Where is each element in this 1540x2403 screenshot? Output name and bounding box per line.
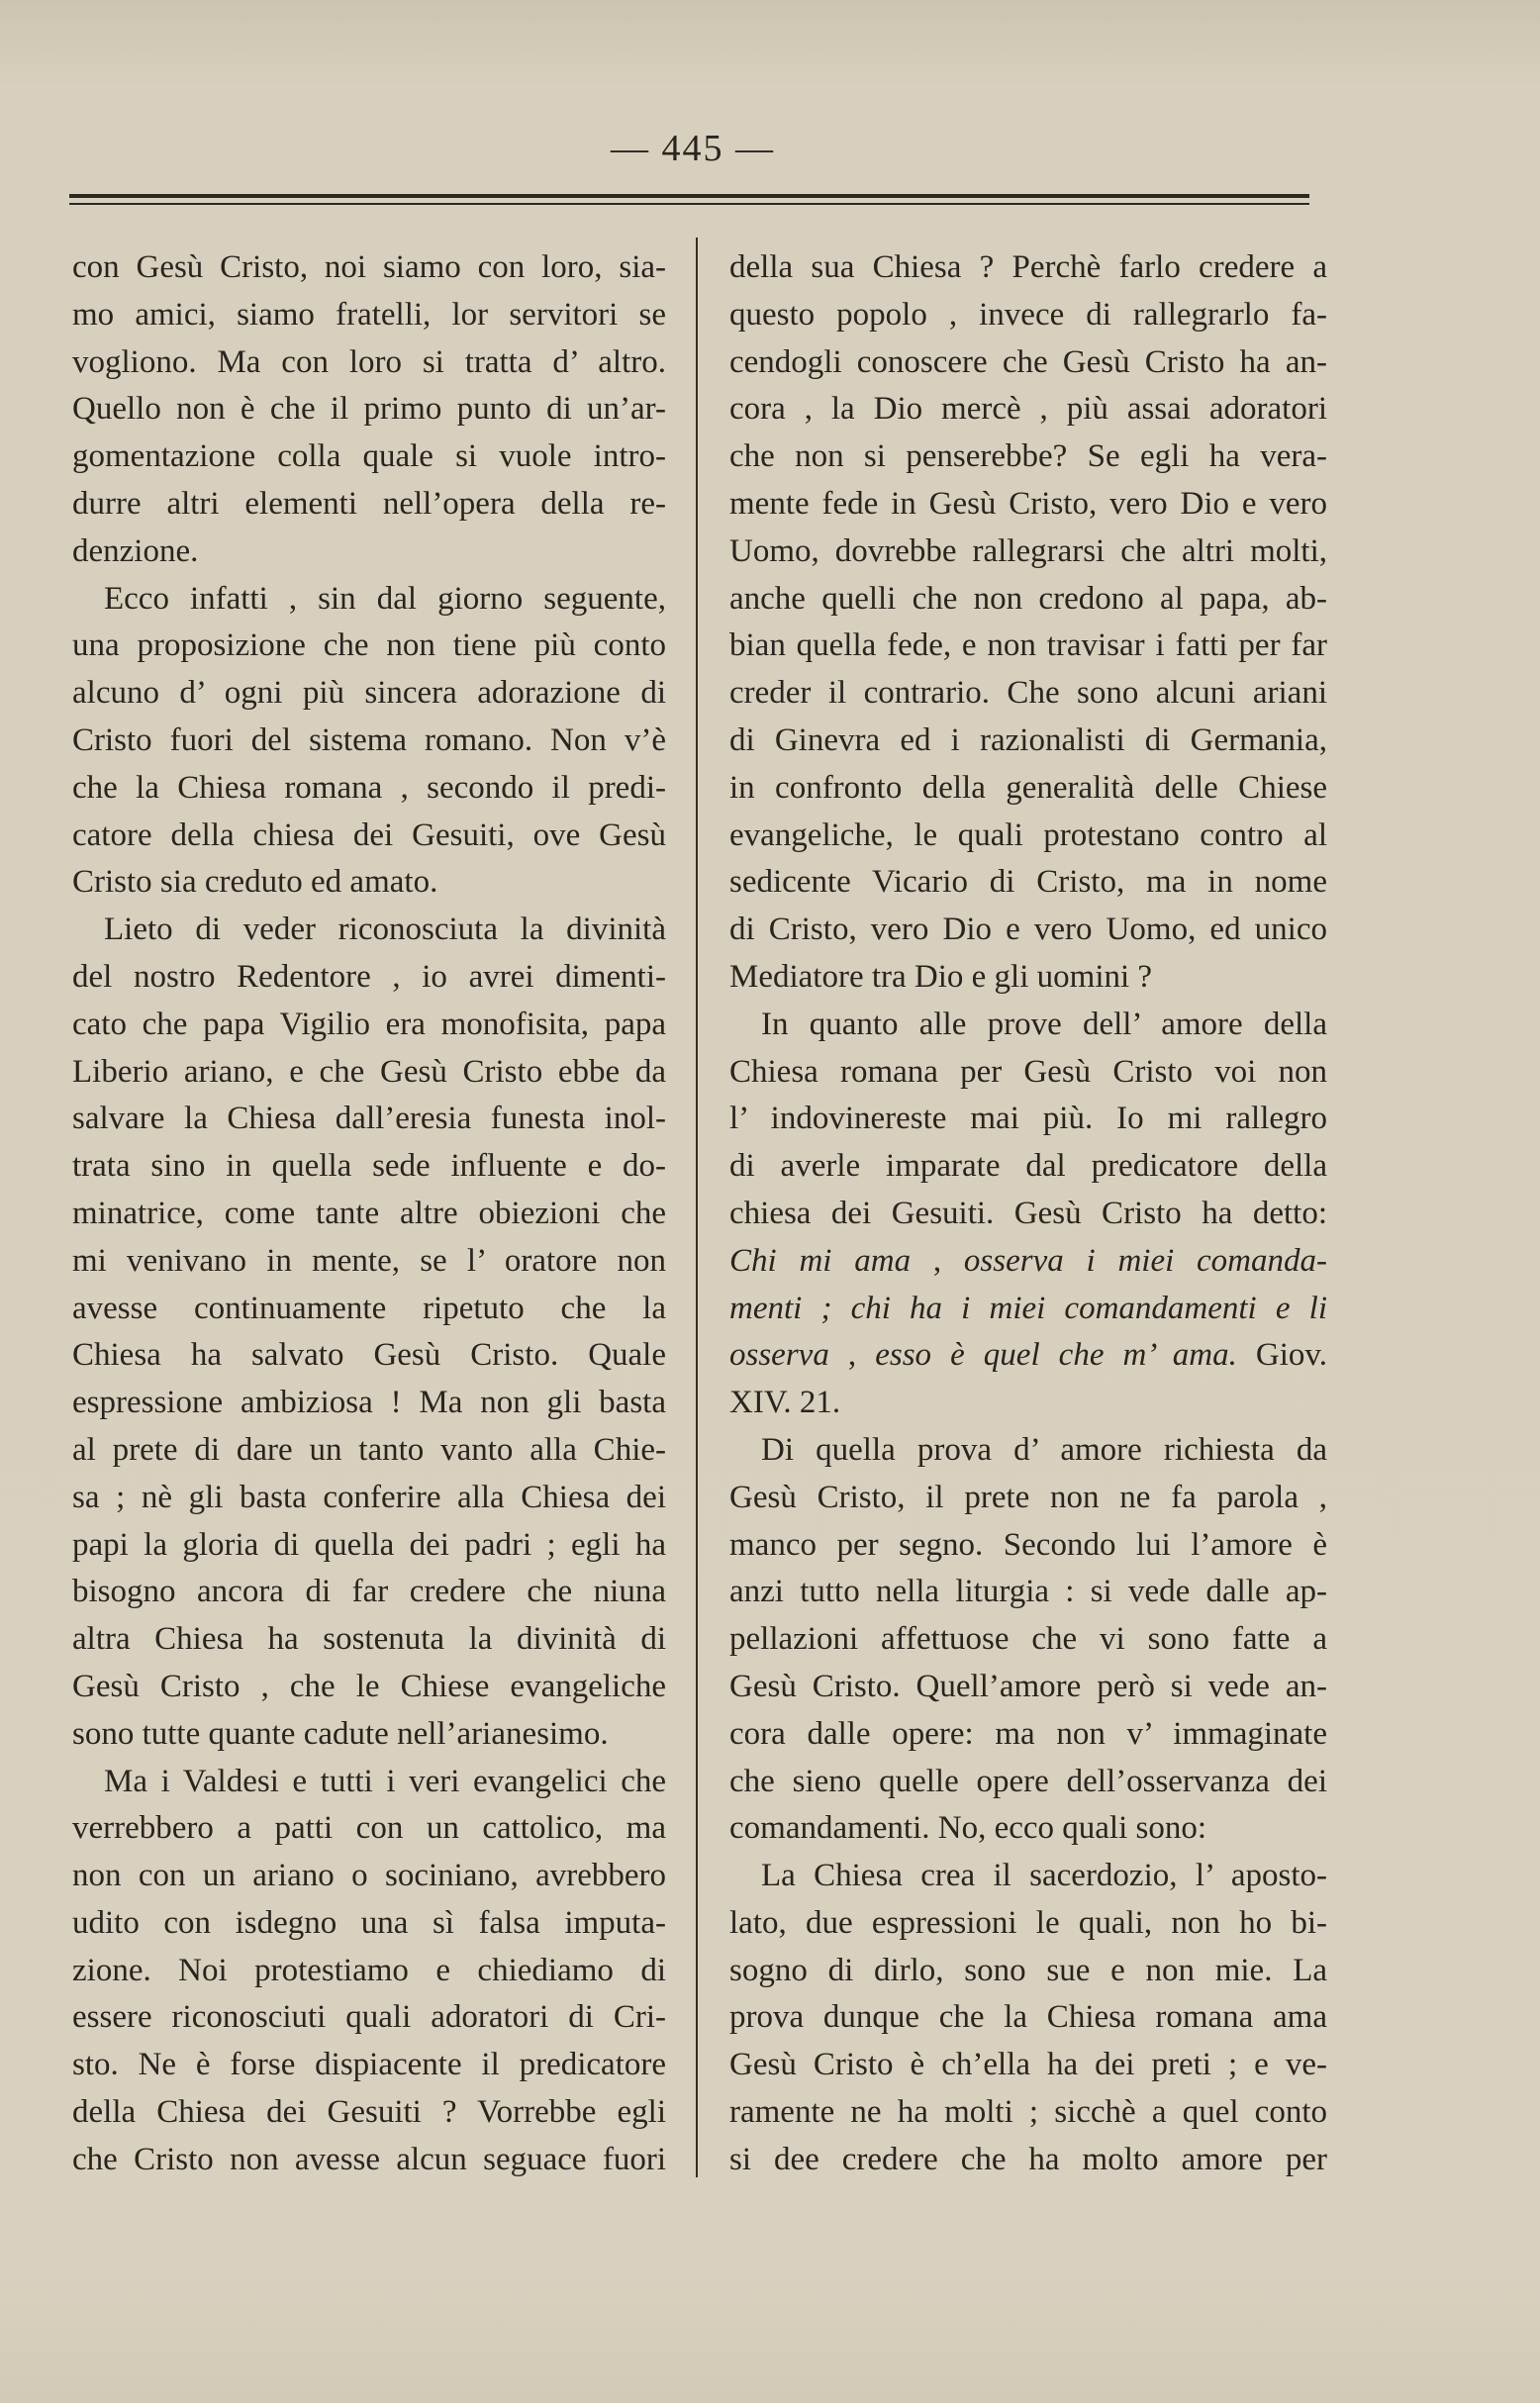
text-line: Gesù Cristo, il prete non ne fa parola , <box>729 1479 1327 1515</box>
text-line: lato, due espressioni le quali, non ho bi- <box>729 1904 1327 1941</box>
text-line: salvare la Chiesa dall’eresia funesta inol- <box>72 1101 666 1137</box>
text-line: udito con isdegno una sì falsa imputa- <box>72 1904 666 1941</box>
text-line: di averle imparate dal predicatore della <box>729 1148 1327 1185</box>
text-line: Chiesa ha salvato Gesù Cristo. Quale <box>72 1337 666 1374</box>
text-line: Lieto di veder riconosciuta la divinità <box>104 912 666 948</box>
text-line: l’ indovinereste mai più. Io mi rallegro <box>729 1101 1327 1137</box>
emphasized-text: menti ; chi ha i miei comandamenti e li <box>729 1290 1327 1326</box>
text-line: zione. Noi protestiamo e chiediamo di <box>72 1952 666 1988</box>
text-line: Liberio ariano, e che Gesù Cristo ebbe da <box>72 1053 666 1090</box>
emphasized-text: Chi mi ama <box>729 1242 912 1279</box>
text-line: che Cristo non avesse alcun seguace fuori <box>72 2141 666 2177</box>
text-line: Cristo sia creduto ed amato. <box>72 864 438 901</box>
paragraph <box>729 1853 1327 2184</box>
paragraph <box>72 244 666 576</box>
text-line: comandamenti. No, ecco quali sono: <box>729 1810 1207 1847</box>
text-line: che non si penserebbe? Se egli ha vera- <box>729 438 1327 475</box>
text-line: creder il contrario. Che sono alcuni ariani <box>729 675 1327 712</box>
text-line: bian quella fede, e non travisar i fatti per far <box>729 627 1327 664</box>
text-line: trata sino in quella sede influente e do- <box>72 1148 666 1185</box>
text-line: chiesa dei Gesuiti. Gesù Cristo ha detto: <box>729 1195 1327 1231</box>
text-line: pellazioni affettuose che vi sono fatte a <box>729 1621 1327 1658</box>
text-line: verrebbero a patti con un cattolico, ma <box>72 1810 666 1847</box>
emphasized-text: esso è quel che m’ ama. <box>875 1337 1237 1374</box>
text-line: Ecco infatti , sin dal giorno seguente, <box>104 580 666 617</box>
text-line: anche quelli che non credono al papa, ab- <box>729 580 1327 617</box>
text-line: Ma i Valdesi e tutti i veri evangelici che <box>104 1763 666 1799</box>
text-line: prova dunque che la Chiesa romana ama <box>729 1999 1327 2036</box>
text-line: sa ; nè gli basta conferire alla Chiesa dei <box>72 1479 666 1515</box>
text-line: sogno di dirlo, sono sue e non mie. La <box>729 1952 1327 1988</box>
text-line: vogliono. Ma con loro si tratta d’ altro. <box>72 343 666 380</box>
text-line: cato che papa Vigilio era monofisita, papa <box>72 1006 666 1042</box>
text-line: mo amici, siamo fratelli, lor servitori se <box>72 296 666 333</box>
text-line: con Gesù Cristo, noi siamo con loro, sia- <box>72 249 666 285</box>
page-number: — 445 — <box>611 128 775 169</box>
text-line: cora , la Dio mercè , più assai adoratori <box>729 391 1327 428</box>
text-line: In quanto alle prove dell’ amore della <box>761 1006 1327 1042</box>
text-line: del nostro Redentore , io avrei dimenti- <box>72 958 666 995</box>
text-line: minatrice, come tante altre obiezioni che <box>72 1195 666 1231</box>
text-line: che la Chiesa romana , secondo il predi- <box>72 769 666 806</box>
paragraph <box>72 576 666 908</box>
text-line: papi la gloria di quella dei padri ; egli ha <box>72 1526 666 1563</box>
text-line: manco per segno. Secondo lui l’amore è <box>729 1526 1327 1563</box>
header-double-rule <box>69 194 1309 205</box>
left-column <box>72 244 666 2184</box>
text-line: di Ginevra ed i razionalisti di Germania, <box>729 721 1327 758</box>
paragraph <box>729 1427 1327 1853</box>
text-line: anzi tutto nella liturgia : si vede dalle ap- <box>729 1574 1327 1610</box>
text-line: Gesù Cristo. Quell’amore però si vede an- <box>729 1668 1327 1704</box>
text-line: Quello non è che il primo punto di un’ar- <box>72 391 666 428</box>
text-line: evangeliche, le quali protestano contro al <box>729 817 1327 853</box>
text-line: durre altri elementi nell’opera della re- <box>72 485 666 522</box>
emphasized-text: osserva i miei comanda- <box>963 1242 1328 1279</box>
text-line: che sieno quelle opere dell’osservanza dei <box>729 1763 1327 1799</box>
text-line: non con un ariano o sociniano, avrebbero <box>72 1858 666 1894</box>
text-line: Uomo, dovrebbe rallegrarsi che altri molti, <box>729 532 1327 569</box>
text-segment: Giov. <box>1236 1337 1328 1374</box>
text-line: bisogno ancora di far credere che niuna <box>72 1574 666 1610</box>
text-segment: , <box>828 1337 876 1374</box>
text-line <box>729 1238 1327 1286</box>
text-line: avesse continuamente ripetuto che la <box>72 1290 666 1326</box>
text-line: di Cristo, vero Dio e vero Uomo, ed unico <box>729 912 1327 948</box>
text-line: mente fede in Gesù Cristo, vero Dio e vero <box>729 485 1327 522</box>
text-line: cora dalle opere: ma non v’ immaginate <box>729 1715 1327 1752</box>
text-line: Gesù Cristo è ch’ella ha dei preti ; e ve- <box>729 2047 1327 2083</box>
text-line: essere riconosciuti quali adoratori di Cri- <box>72 1999 666 2036</box>
right-column <box>729 244 1327 2184</box>
text-line: Di quella prova d’ amore richiesta da <box>761 1431 1327 1468</box>
text-line: catore della chiesa dei Gesuiti, ove Gesù <box>72 817 666 853</box>
text-line: altra Chiesa ha sostenuta la divinità di <box>72 1621 666 1658</box>
text-line <box>729 1286 1327 1333</box>
text-line: questo popolo , invece di rallegrarlo fa- <box>729 296 1327 333</box>
text-line: Chiesa romana per Gesù Cristo voi non <box>729 1053 1327 1090</box>
text-line: espressione ambiziosa ! Ma non gli basta <box>72 1385 666 1421</box>
text-line: Cristo fuori del sistema romano. Non v’è <box>72 721 666 758</box>
paragraph <box>72 1759 666 2184</box>
text-line: mi venivano in mente, se l’ oratore non <box>72 1242 666 1279</box>
text-line: ramente ne ha molti ; sicchè a quel conto <box>729 2094 1327 2131</box>
text-line: denzione. <box>72 532 199 569</box>
text-line: Gesù Cristo , che le Chiese evangeliche <box>72 1668 666 1704</box>
text-line: in confronto della generalità delle Chiese <box>729 769 1327 806</box>
text-line: Mediatore tra Dio e gli uomini ? <box>729 958 1153 995</box>
text-line: cendogli conoscere che Gesù Cristo ha an- <box>729 343 1327 380</box>
text-line: al prete di dare un tanto vanto alla Chie- <box>72 1431 666 1468</box>
text-line: sono tutte quante cadute nell’arianesimo. <box>72 1715 609 1752</box>
text-line: XIV. 21. <box>729 1385 841 1421</box>
paragraph <box>729 244 1327 1002</box>
text-line: alcuno d’ ogni più sincera adorazione di <box>72 675 666 712</box>
text-line: una proposizione che non tiene più conto <box>72 627 666 664</box>
text-line: sedicente Vicario di Cristo, ma in nome <box>729 864 1327 901</box>
text-line <box>729 1332 1327 1380</box>
text-segment: , <box>911 1242 964 1279</box>
column-divider <box>696 238 698 2177</box>
emphasized-text: osserva <box>729 1337 829 1374</box>
text-line: La Chiesa crea il sacerdozio, l’ aposto- <box>761 1858 1327 1894</box>
text-line: della Chiesa dei Gesuiti ? Vorrebbe egli <box>72 2094 666 2131</box>
text-line: si dee credere che ha molto amore per <box>729 2141 1327 2177</box>
paragraph <box>729 1002 1327 1427</box>
text-line: sto. Ne è forse dispiacente il predicatore <box>72 2047 666 2083</box>
paragraph <box>72 907 666 1758</box>
text-line: gomentazione colla quale si vuole intro- <box>72 438 666 475</box>
text-line: della sua Chiesa ? Perchè farlo credere a <box>729 249 1327 285</box>
